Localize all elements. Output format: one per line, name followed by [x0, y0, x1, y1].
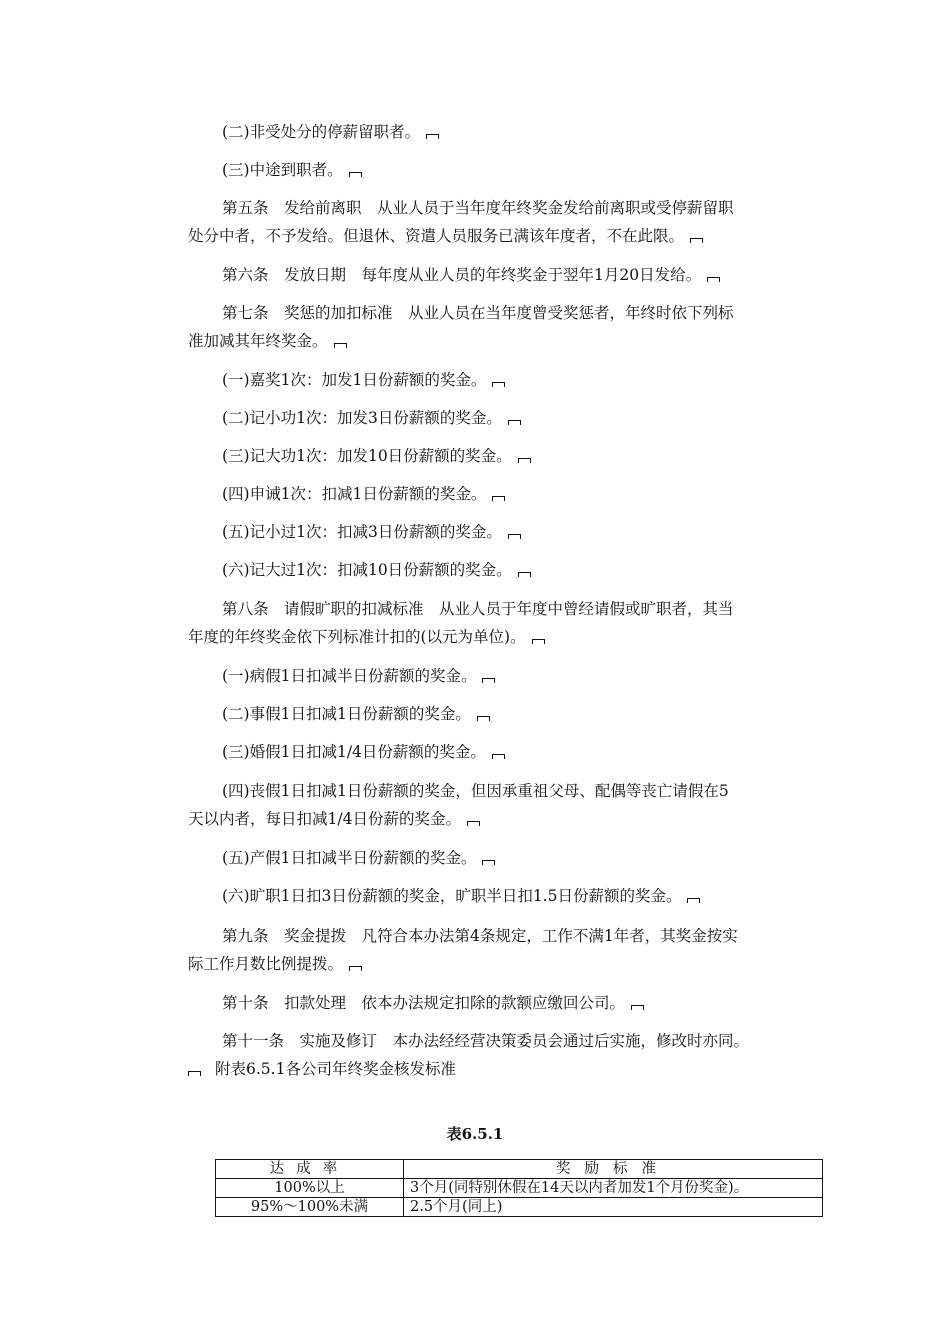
article-8-cont: [188, 628, 788, 647]
list-item: [222, 782, 787, 801]
text-line: (三)婚假1日扣减1/4日份薪额的奖金。: [222, 743, 486, 761]
text-line: 附表6.5.1各公司年终奖金核发标准: [215, 1060, 456, 1078]
list-item: [222, 523, 787, 542]
text-line: (二)事假1日扣减1日份薪额的奖金。: [222, 705, 471, 723]
table-cell: 100%以上: [216, 1179, 404, 1198]
paragraph: [222, 123, 787, 142]
paragraph-mark-icon: [518, 572, 531, 577]
paragraph-mark-icon: [492, 754, 505, 759]
table-cell: 3个月(同特别休假在14天以内者加发1个月份奖金)。: [404, 1179, 823, 1198]
article-7-cont: [188, 332, 788, 351]
article-9-cont: [188, 955, 788, 974]
paragraph-mark-icon: [482, 678, 495, 683]
article-11: [222, 1032, 787, 1051]
list-item: [222, 667, 787, 686]
paragraph-mark-icon: [508, 534, 521, 539]
text-line: 第十一条 实施及修订 本办法经经营决策委员会通过后实施，修改时亦同。: [222, 1032, 750, 1050]
table-header-cell: 奖励标准: [404, 1160, 823, 1179]
text-line: (五)产假1日扣减半日份薪额的奖金。: [222, 849, 477, 867]
text-line: (二)非受处分的停薪留职者。: [222, 123, 421, 141]
paragraph-mark-icon: [349, 966, 362, 971]
table-row: [216, 1198, 823, 1217]
paragraph-mark-icon: [188, 1071, 201, 1076]
paragraph-mark-icon: [631, 1005, 644, 1010]
table-cell: 2.5个月(同上): [404, 1198, 823, 1217]
text-line: 天以内者，每日扣减1/4日份薪的奖金。: [188, 810, 461, 828]
text-line: (三)记大功1次：加发10日份薪额的奖金。: [222, 447, 512, 465]
paragraph-mark-icon: [467, 821, 480, 826]
text-line: 第五条 发给前离职 从业人员于当年度年终奖金发给前离职或受停薪留职: [222, 199, 734, 217]
paragraph-mark-icon: [334, 343, 347, 348]
paragraph-mark-icon: [426, 134, 439, 139]
paragraph-mark-icon: [349, 172, 362, 177]
text-line: (一)病假1日扣减半日份薪额的奖金。: [222, 667, 477, 685]
paragraph-mark-icon: [482, 860, 495, 865]
paragraph-mark-icon: [477, 716, 490, 721]
award-table: [215, 1159, 823, 1217]
paragraph-mark-icon: [492, 496, 505, 501]
list-item: [222, 849, 787, 868]
paragraph-mark-icon: [492, 382, 505, 387]
table-row: [216, 1179, 823, 1198]
article-10: [222, 994, 787, 1013]
list-item: [222, 561, 787, 580]
text-line: 处分中者，不予发给。但退休、资遣人员服务已满该年度者，不在此限。: [188, 227, 685, 245]
text-line: 第九条 奖金提拨 凡符合本办法第4条规定，工作不满1年者，其奖金按实: [222, 927, 738, 945]
list-item: [222, 409, 787, 428]
text-line: (六)旷职1日扣3日份薪额的奖金，旷职半日扣1.5日份薪额的奖金。: [222, 887, 682, 905]
paragraph-mark-icon: [518, 458, 531, 463]
paragraph-mark-icon: [687, 898, 700, 903]
text-line: (三)中途到职者。: [222, 161, 343, 179]
table-header-cell: 达成率: [216, 1160, 404, 1179]
article-7: [222, 304, 787, 323]
list-item-cont: [188, 810, 788, 829]
text-line: (五)记小过1次：扣减3日份薪额的奖金。: [222, 523, 502, 541]
text-line: 第八条 请假旷职的扣减标准 从业人员于年度中曾经请假或旷职者，其当: [222, 600, 734, 618]
list-item: [222, 743, 787, 762]
article-8: [222, 600, 787, 619]
text-line: 年度的年终奖金依下列标准计扣的(以元为单位)。: [188, 628, 526, 646]
paragraph-mark-icon: [532, 639, 545, 644]
text-line: 际工作月数比例提拨。: [188, 955, 344, 973]
paragraph: [222, 161, 787, 180]
list-item: [222, 447, 787, 466]
text-line: 第六条 发放日期 每年度从业人员的年终奖金于翌年1月20日发给。: [222, 266, 702, 284]
list-item: [222, 371, 787, 390]
table-caption: 表6.5.1: [446, 1125, 504, 1143]
text-line: (二)记小功1次：加发3日份薪额的奖金。: [222, 409, 502, 427]
paragraph-mark-icon: [508, 420, 521, 425]
article-11-cont: [188, 1060, 788, 1079]
text-line: 第十条 扣款处理 依本办法规定扣除的款额应缴回公司。: [222, 994, 626, 1012]
text-line: (四)申诫1次：扣减1日份薪额的奖金。: [222, 485, 487, 503]
text-line: (六)记大过1次：扣减10日份薪额的奖金。: [222, 561, 512, 579]
article-6: [222, 266, 787, 285]
table-cell: 95%～100%未满: [216, 1198, 404, 1217]
list-item: [222, 887, 787, 906]
list-item: [222, 705, 787, 724]
table-header-row: [216, 1160, 823, 1179]
text-line: 准加减其年终奖金。: [188, 332, 328, 350]
text-line: (一)嘉奖1次：加发1日份薪额的奖金。: [222, 371, 487, 389]
article-9: [222, 927, 787, 946]
text-line: (四)丧假1日扣减1日份薪额的奖金，但因承重祖父母、配偶等丧亡请假在5: [222, 782, 729, 800]
paragraph-mark-icon: [690, 238, 703, 243]
article-5: [222, 199, 787, 218]
article-5-cont: [188, 227, 788, 246]
paragraph-mark-icon: [707, 277, 720, 282]
text-line: 第七条 奖惩的加扣标准 从业人员在当年度曾受奖惩者，年终时依下列标: [222, 304, 734, 322]
list-item: [222, 485, 787, 504]
